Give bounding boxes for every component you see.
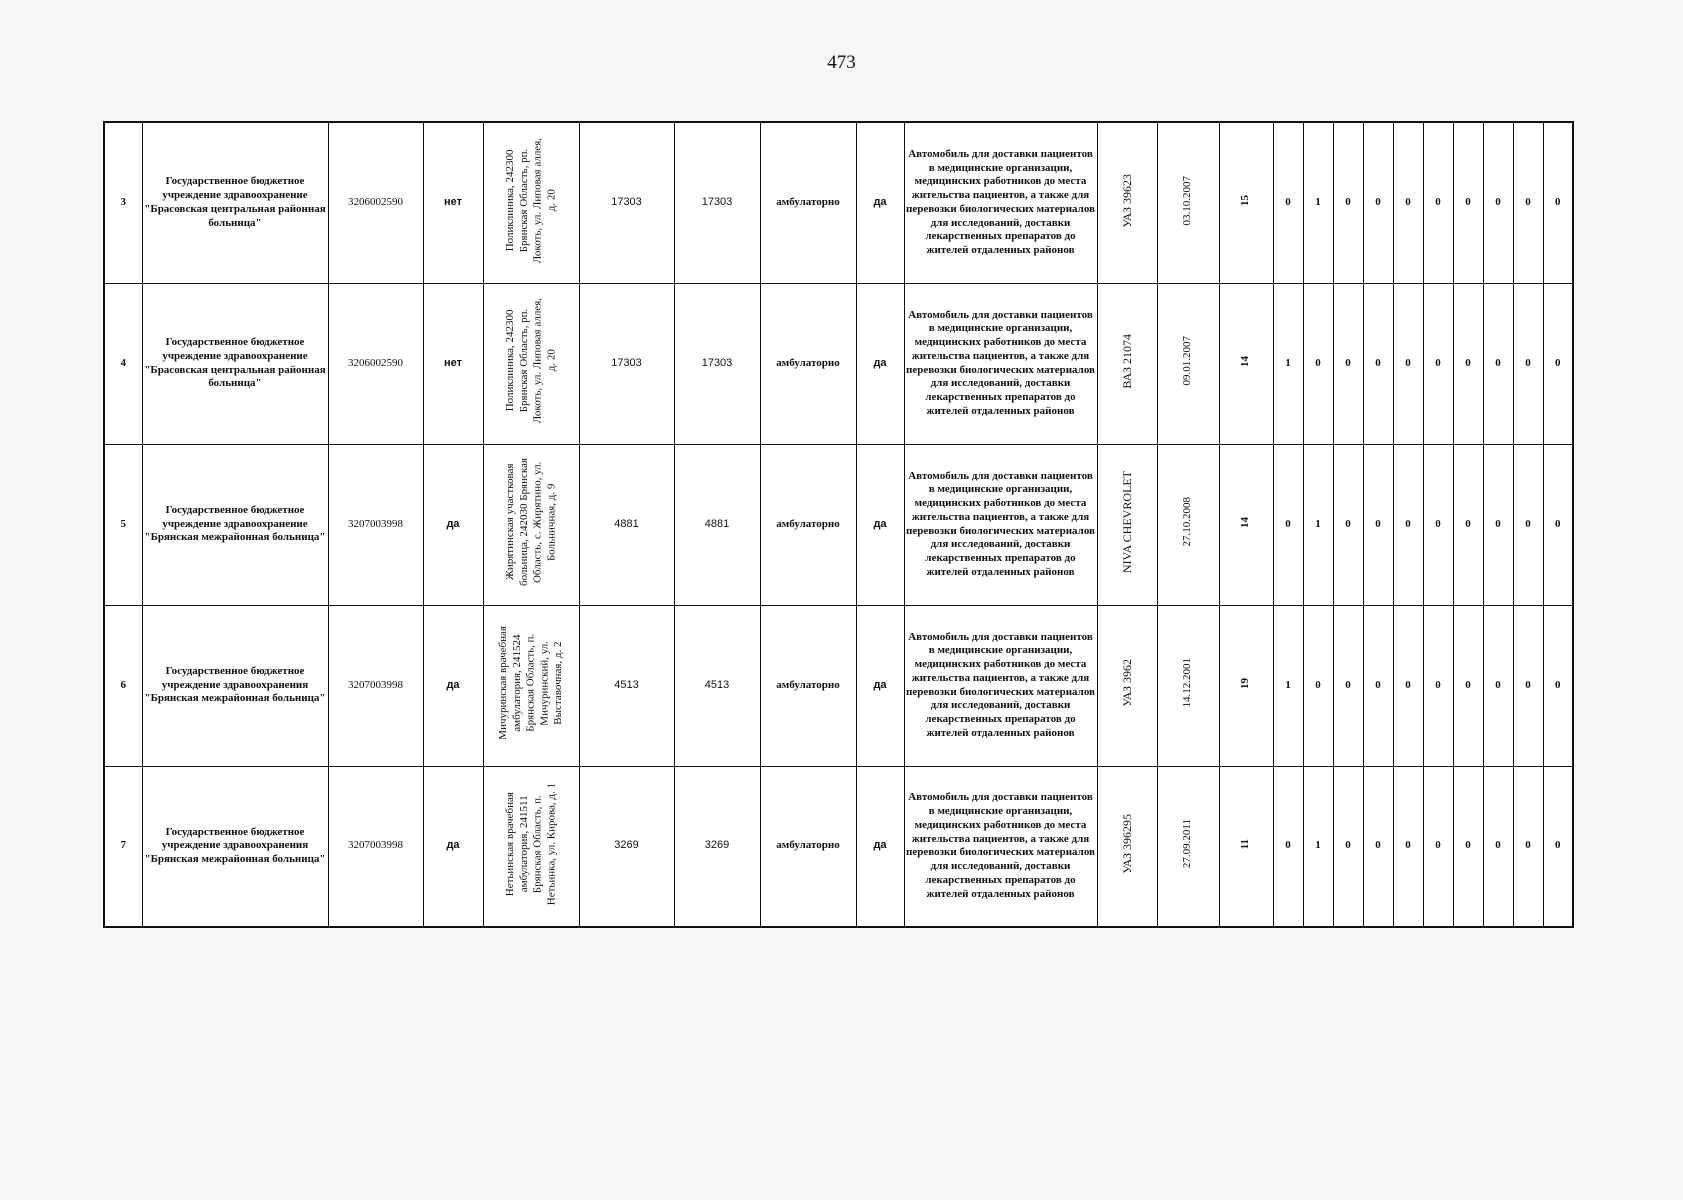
vehicle-purpose: Автомобиль для доставки пациентов в медицинские организации, медицинских работников до места жительства пациентов, а также для перевозки биологических материалов для исследований, доставки лекарственных препаратов до жителей отдаленных районов	[904, 605, 1097, 766]
count-4: 0	[1363, 605, 1393, 766]
count-9: 0	[1513, 444, 1543, 605]
count-9: 0	[1513, 122, 1543, 283]
vehicle-purpose: Автомобиль для доставки пациентов в медицинские организации, медицинских работников до места жительства пациентов, а также для перевозки биологических материалов для исследований, доставки лекарственных препаратов до жителей отдаленных районов	[904, 766, 1097, 927]
count-3: 0	[1333, 122, 1363, 283]
address-line: Больничная, д. 9	[544, 483, 557, 561]
count-3: 0	[1333, 605, 1363, 766]
vehicle-years: 14	[1239, 355, 1252, 367]
value-1: 4513	[579, 605, 674, 766]
count-4: 0	[1363, 766, 1393, 927]
address-line: д. 20	[544, 350, 557, 373]
table-row	[104, 122, 1573, 283]
count-6: 0	[1423, 444, 1453, 605]
count-1: 1	[1273, 605, 1303, 766]
address-text	[504, 458, 559, 586]
count-3: 0	[1333, 444, 1363, 605]
address-line: Поликлиника, 242300	[503, 149, 516, 252]
table-row	[104, 605, 1573, 766]
answer-value: да	[856, 605, 904, 766]
address-line: Область, с. Жирятино, ул.	[531, 461, 543, 583]
count-10: 0	[1543, 122, 1573, 283]
count-6: 0	[1423, 122, 1453, 283]
count-5: 0	[1393, 283, 1423, 444]
address-cell	[483, 283, 579, 444]
address-line: Локоть, ул. Липовая аллея,	[531, 137, 543, 264]
care-type: амбулаторно	[760, 766, 856, 927]
care-type: амбулаторно	[760, 122, 856, 283]
value-2: 17303	[674, 122, 760, 283]
count-6: 0	[1423, 766, 1453, 927]
count-7: 0	[1453, 122, 1483, 283]
vehicle-model: NIVA CHEVROLET	[1119, 471, 1134, 574]
count-10: 0	[1543, 605, 1573, 766]
vehicle-years-cell	[1219, 122, 1273, 283]
value-2: 3269	[674, 766, 760, 927]
flag-value: да	[423, 444, 483, 605]
organization-name: Государственное бюджетное учреждение здравоохранение "Брасовская центральная районная больница"	[142, 122, 328, 283]
count-9: 0	[1513, 766, 1543, 927]
count-10: 0	[1543, 283, 1573, 444]
vehicle-date: 27.10.2008	[1181, 497, 1194, 547]
value-1: 3269	[579, 766, 674, 927]
vehicle-purpose: Автомобиль для доставки пациентов в медицинские организации, медицинских работников до места жительства пациентов, а также для перевозки биологических материалов для исследований, доставки лекарственных препаратов до жителей отдаленных районов	[904, 283, 1097, 444]
address-line: Мичуринская врачебная	[496, 626, 509, 740]
address-line: Нетьинская врачебная	[503, 791, 516, 896]
page-number: 473	[827, 52, 856, 73]
care-type: амбулаторно	[760, 283, 856, 444]
answer-value: да	[856, 444, 904, 605]
address-cell	[483, 605, 579, 766]
count-8: 0	[1483, 444, 1513, 605]
row-number: 6	[104, 605, 142, 766]
count-2: 0	[1303, 605, 1333, 766]
count-2: 0	[1303, 283, 1333, 444]
value-1: 4881	[579, 444, 674, 605]
address-line: Брянская Область, рп.	[517, 309, 530, 413]
vehicle-date-cell	[1157, 766, 1219, 927]
organization-name: Государственное бюджетное учреждение здравоохранения "Брянская межрайонная больница"	[142, 605, 328, 766]
count-6: 0	[1423, 605, 1453, 766]
answer-value: да	[856, 122, 904, 283]
row-number: 4	[104, 283, 142, 444]
value-2: 4881	[674, 444, 760, 605]
address-line: Мичуринский, ул.	[537, 640, 550, 726]
table-row	[104, 283, 1573, 444]
count-7: 0	[1453, 444, 1483, 605]
vehicle-date: 03.10.2007	[1181, 175, 1194, 226]
count-8: 0	[1483, 122, 1513, 283]
inn-code: 3206002590	[328, 122, 423, 283]
count-4: 0	[1363, 283, 1393, 444]
value-1: 17303	[579, 283, 674, 444]
address-text	[504, 783, 559, 905]
count-2: 1	[1303, 766, 1333, 927]
address-line: Поликлиника, 242300	[503, 310, 516, 412]
inn-code: 3206002590	[328, 283, 423, 444]
vehicle-years-cell	[1219, 283, 1273, 444]
organization-name: Государственное бюджетное учреждение здравоохранение "Брасовская центральная районная больница"	[142, 283, 328, 444]
count-2: 1	[1303, 122, 1333, 283]
vehicle-model: УАЗ 39623	[1119, 173, 1134, 228]
address-text	[504, 298, 559, 423]
count-9: 0	[1513, 605, 1543, 766]
inn-code: 3207003998	[328, 766, 423, 927]
address-line: больница, 242030 Брянская	[517, 458, 530, 587]
count-1: 0	[1273, 766, 1303, 927]
count-5: 0	[1393, 605, 1423, 766]
inn-code: 3207003998	[328, 444, 423, 605]
count-10: 0	[1543, 444, 1573, 605]
address-line: Брянская Область, п.	[531, 794, 543, 893]
count-1: 1	[1273, 283, 1303, 444]
row-number: 5	[104, 444, 142, 605]
vehicle-model-cell	[1097, 444, 1157, 605]
vehicle-date-cell	[1157, 444, 1219, 605]
vehicle-date-cell	[1157, 122, 1219, 283]
count-8: 0	[1483, 283, 1513, 444]
value-2: 4513	[674, 605, 760, 766]
address-line: Локоть, ул. Липовая аллея,	[531, 298, 543, 424]
vehicle-date-cell	[1157, 605, 1219, 766]
count-10: 0	[1543, 766, 1573, 927]
count-7: 0	[1453, 605, 1483, 766]
address-line: Нетьинка, ул. Кирова, д. 1	[544, 782, 557, 905]
count-1: 0	[1273, 122, 1303, 283]
count-7: 0	[1453, 283, 1483, 444]
value-1: 17303	[579, 122, 674, 283]
vehicle-purpose: Автомобиль для доставки пациентов в медицинские организации, медицинских работников до места жительства пациентов, а также для перевозки биологических материалов для исследований, доставки лекарственных препаратов до жителей отдаленных районов	[904, 122, 1097, 283]
vehicle-purpose: Автомобиль для доставки пациентов в медицинские организации, медицинских работников до места жительства пациентов, а также для перевозки биологических материалов для исследований, доставки лекарственных препаратов до жителей отдаленных районов	[904, 444, 1097, 605]
address-line: Брянская Область, рп.	[517, 148, 530, 253]
address-text	[504, 138, 559, 263]
count-6: 0	[1423, 283, 1453, 444]
vehicle-years-cell	[1219, 444, 1273, 605]
count-5: 0	[1393, 766, 1423, 927]
count-7: 0	[1453, 766, 1483, 927]
address-cell	[483, 444, 579, 605]
table-body	[104, 122, 1573, 927]
vehicle-model-cell	[1097, 605, 1157, 766]
count-5: 0	[1393, 122, 1423, 283]
vehicle-date-cell	[1157, 283, 1219, 444]
care-type: амбулаторно	[760, 605, 856, 766]
vehicle-registry-table	[103, 121, 1574, 928]
value-2: 17303	[674, 283, 760, 444]
care-type: амбулаторно	[760, 444, 856, 605]
vehicle-model: УАЗ 396295	[1119, 814, 1134, 874]
count-1: 0	[1273, 444, 1303, 605]
table-row	[104, 444, 1573, 605]
row-number: 7	[104, 766, 142, 927]
address-line: амбулатория, 241524	[510, 634, 523, 732]
vehicle-years-cell	[1219, 605, 1273, 766]
flag-value: да	[423, 766, 483, 927]
address-cell	[483, 766, 579, 927]
inn-code: 3207003998	[328, 605, 423, 766]
vehicle-years: 14	[1239, 516, 1252, 528]
count-5: 0	[1393, 444, 1423, 605]
flag-value: да	[423, 605, 483, 766]
count-8: 0	[1483, 766, 1513, 927]
address-line: д. 20	[544, 189, 557, 212]
count-3: 0	[1333, 766, 1363, 927]
address-line: Брянская Область, п.	[524, 634, 537, 733]
count-8: 0	[1483, 605, 1513, 766]
address-text	[497, 626, 566, 740]
count-4: 0	[1363, 122, 1393, 283]
vehicle-model-cell	[1097, 283, 1157, 444]
vehicle-years: 11	[1239, 838, 1252, 850]
organization-name: Государственное бюджетное учреждение здравоохранения "Брянская межрайонная больница"	[142, 766, 328, 927]
address-line: амбулатория, 241511	[517, 795, 530, 893]
vehicle-model: ВАЗ 21074	[1119, 333, 1134, 389]
vehicle-years: 19	[1239, 677, 1252, 689]
row-number: 3	[104, 122, 142, 283]
vehicle-model-cell	[1097, 766, 1157, 927]
answer-value: да	[856, 283, 904, 444]
count-2: 1	[1303, 444, 1333, 605]
table-row	[104, 766, 1573, 927]
vehicle-model: УАЗ 3962	[1119, 659, 1134, 707]
vehicle-date: 27.09.2011	[1181, 819, 1194, 869]
organization-name: Государственное бюджетное учреждение здравоохранение "Брянская межрайонная больница"	[142, 444, 328, 605]
vehicle-years-cell	[1219, 766, 1273, 927]
vehicle-date: 09.01.2007	[1181, 336, 1194, 386]
flag-value: нет	[423, 283, 483, 444]
count-9: 0	[1513, 283, 1543, 444]
flag-value: нет	[423, 122, 483, 283]
vehicle-model-cell	[1097, 122, 1157, 283]
vehicle-date: 14.12.2001	[1181, 658, 1194, 708]
count-4: 0	[1363, 444, 1393, 605]
address-line: Жирятинская участковая	[503, 463, 516, 581]
address-cell	[483, 122, 579, 283]
address-line: Выставочная, д. 2	[551, 641, 564, 725]
count-3: 0	[1333, 283, 1363, 444]
answer-value: да	[856, 766, 904, 927]
vehicle-years: 15	[1239, 194, 1252, 206]
